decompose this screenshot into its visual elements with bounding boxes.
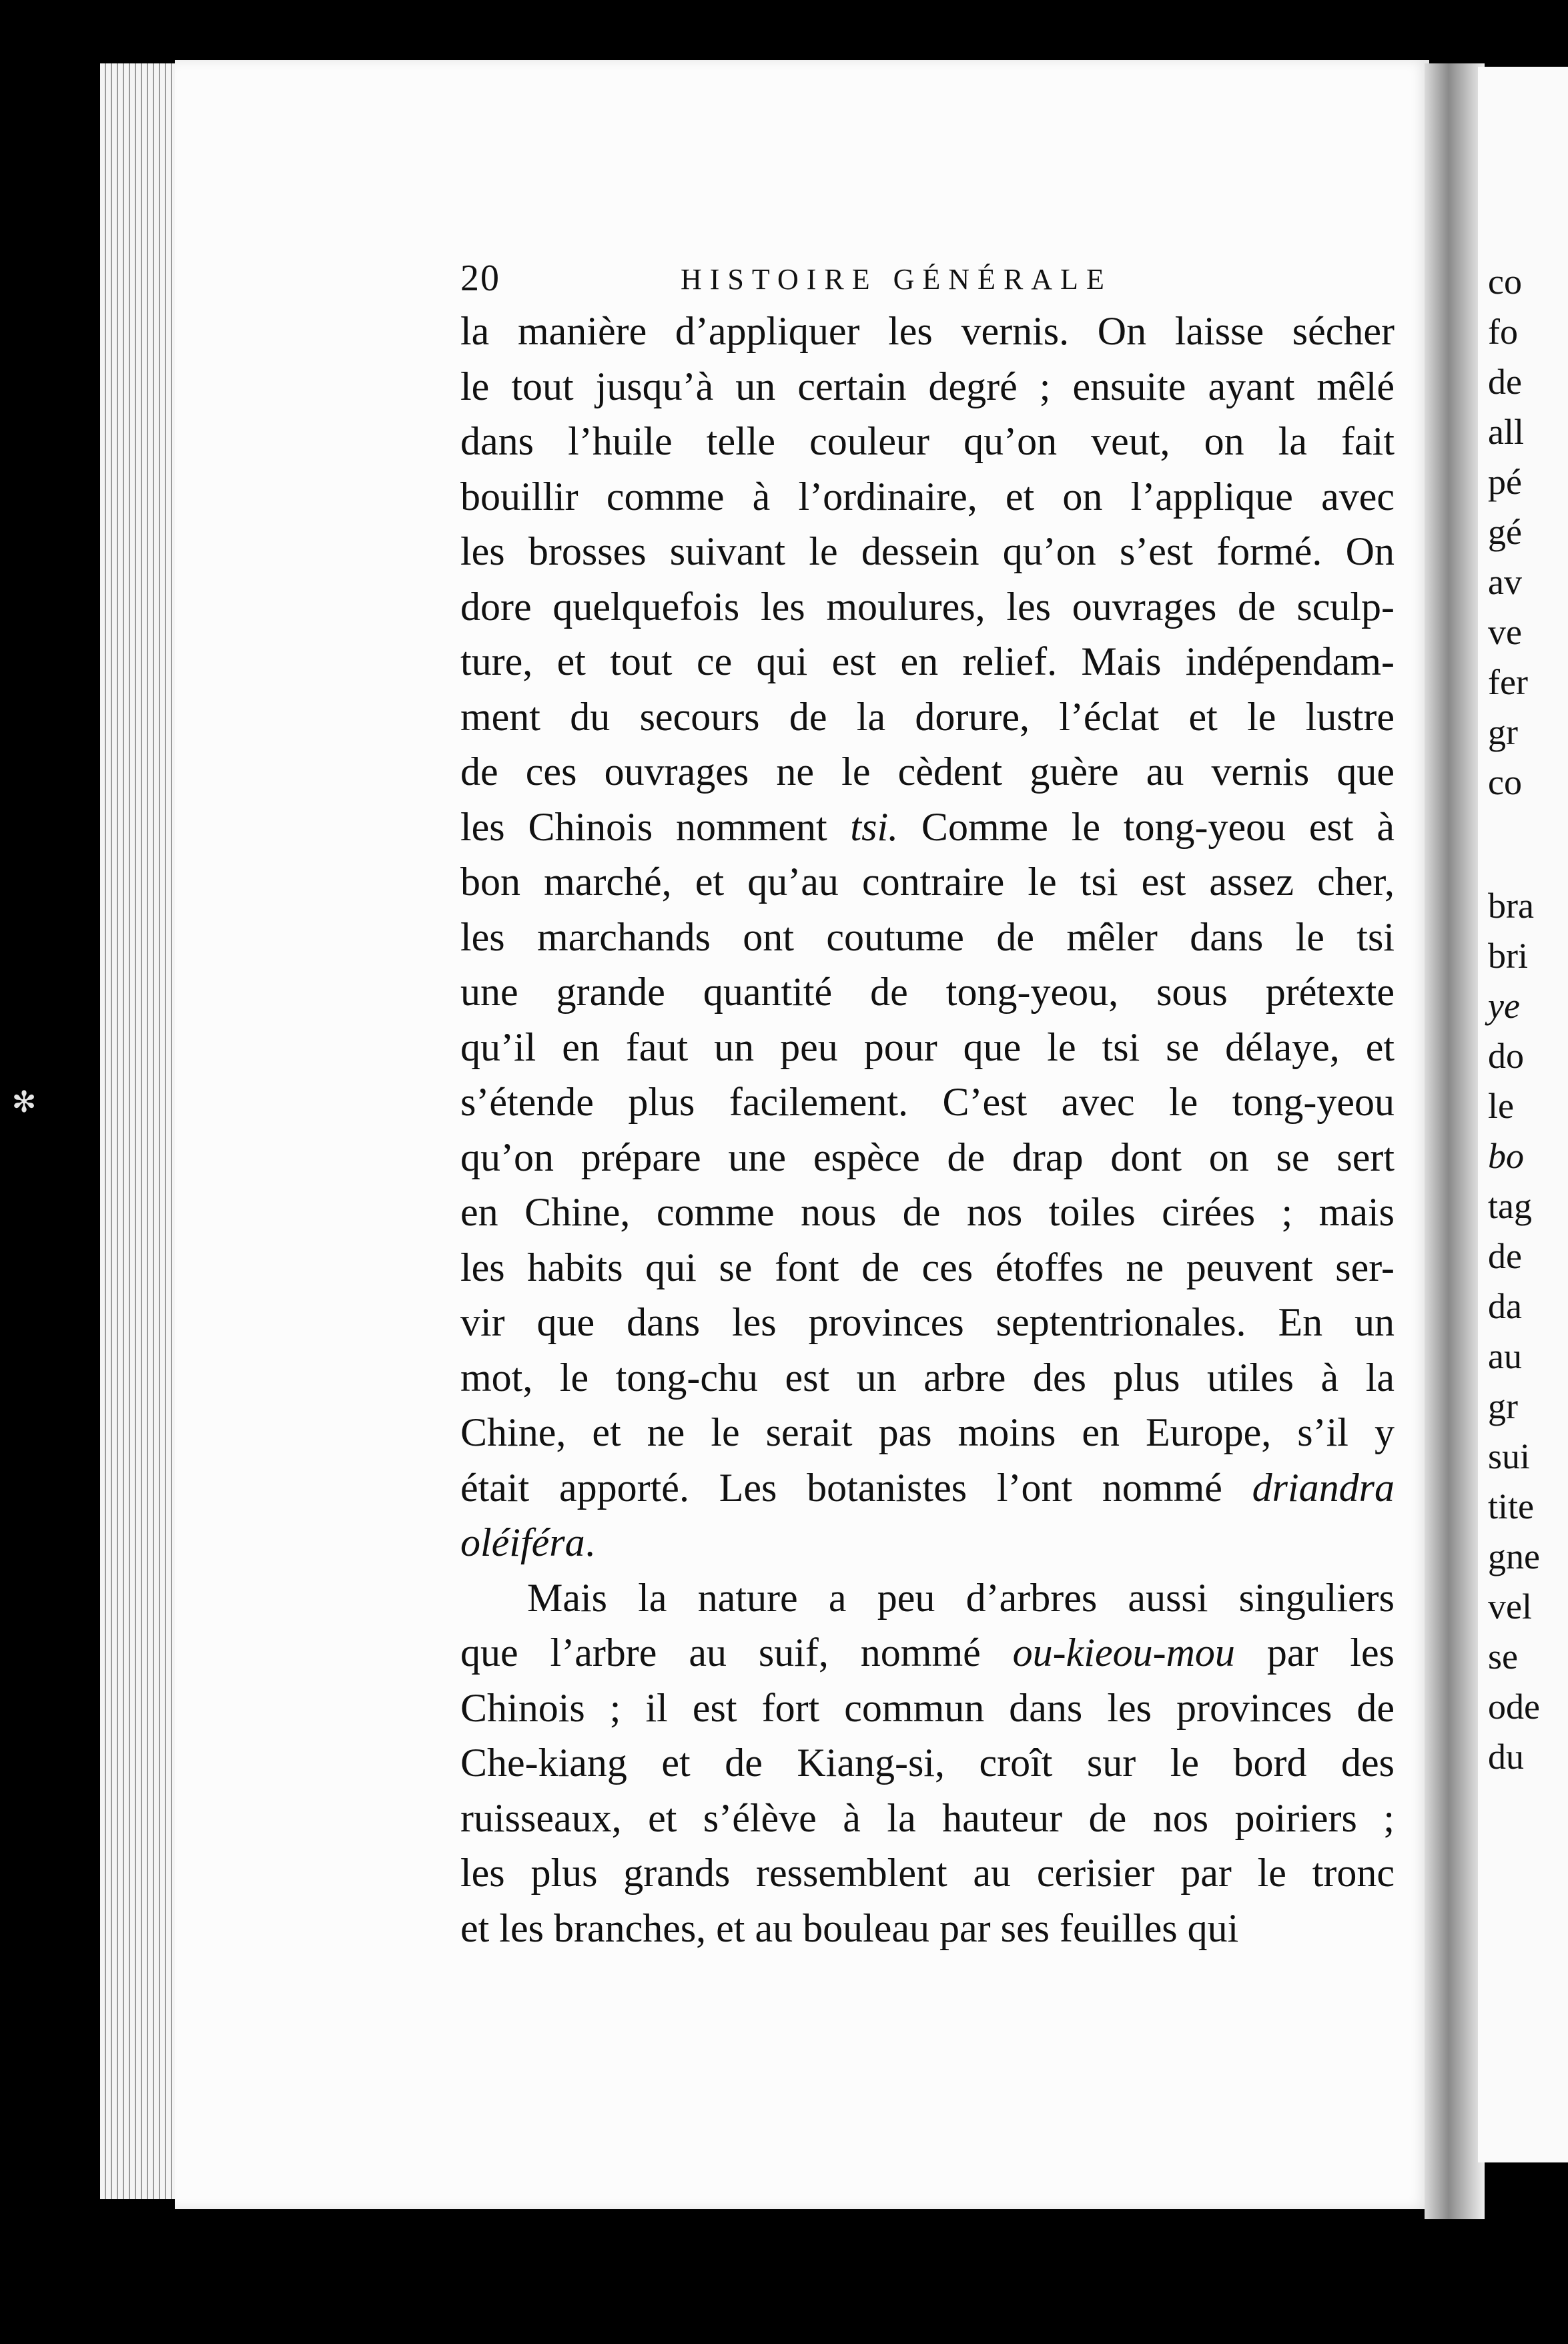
text-run: par les (1234, 1631, 1395, 1675)
facing-page-fragment: fer (1488, 662, 1528, 702)
text-line (460, 689, 1395, 745)
facing-page-fragment: tag (1488, 1186, 1532, 1226)
italic-run: driandra (1252, 1465, 1395, 1510)
text-run: qu’il en faut un peu pour que le tsi se délaye, et (460, 1024, 1395, 1069)
facing-page-fragment: bri (1488, 936, 1528, 976)
text-run: ture, et tout ce qui est en relief. Mais indépendam- (460, 639, 1395, 683)
facing-page-fragment: do (1488, 1036, 1524, 1076)
text-line (460, 1405, 1395, 1460)
facing-page-fragment: du (1488, 1737, 1524, 1777)
text-run: ment du secours de la dorure, l’éclat et le lustre (460, 694, 1395, 739)
facing-page-fragment: de (1488, 362, 1522, 402)
text-line (460, 1735, 1395, 1791)
page-edges (100, 63, 180, 2199)
italic-run: ou-kieou-mou (1012, 1631, 1235, 1675)
text-run: Comme le tong-yeou est à (898, 804, 1395, 849)
facing-page-fragment: co (1488, 762, 1522, 802)
facing-page-fragment: all (1488, 412, 1524, 452)
page-number: 20 (460, 258, 500, 299)
text-line (460, 304, 1395, 359)
text-line (460, 1075, 1395, 1130)
text-line (460, 964, 1395, 1020)
text-line (460, 359, 1395, 414)
text-line (460, 634, 1395, 689)
text-run: bon marché, et qu’au contraire le tsi est assez cher, (460, 860, 1395, 904)
text-run: . (584, 1520, 595, 1564)
facing-page-fragment: gé (1488, 512, 1522, 552)
facing-page-fragment: vel (1488, 1586, 1532, 1627)
text-run: les plus grands ressemblent au cerisier par le tronc (460, 1851, 1395, 1895)
text-run: les Chinois nomment (460, 804, 851, 849)
text-run: était apporté. Les botanistes l’ont nommé (460, 1465, 1252, 1510)
text-run: une grande quantité de tong-yeou, sous prétexte (460, 970, 1395, 1014)
text-run: les brosses suivant le dessein qu’on s’est formé. On (460, 529, 1395, 573)
text-run: les marchands ont coutume de mêler dans le tsi (460, 914, 1395, 959)
facing-page-fragment: au (1488, 1336, 1522, 1376)
text-run: la manière d’appliquer les vernis. On laisse sécher (460, 309, 1395, 353)
italic-run: oléiféra (460, 1520, 585, 1564)
text-line (460, 579, 1395, 635)
facing-page (1478, 67, 1568, 2162)
facing-page-fragment: gne (1488, 1536, 1540, 1576)
facing-page-fragment: gr (1488, 1386, 1518, 1426)
text-line (460, 1515, 1395, 1570)
text-run: le tout jusqu’à un certain degré ; ensuite ayant mêlé (460, 364, 1395, 408)
facing-page-fragment: da (1488, 1286, 1522, 1326)
text-run: que l’arbre au suif, nommé (460, 1631, 1013, 1675)
text-run: en Chine, comme nous de nos toiles cirées ; mais (460, 1190, 1395, 1234)
text-line (460, 1681, 1395, 1736)
text-run: dans l’huile telle couleur qu’on veut, on la fait (460, 419, 1395, 463)
text-run: Che-kiang et de Kiang-si, croît sur le bord des (460, 1741, 1395, 1785)
text-line (460, 744, 1395, 800)
facing-page-fragment: ode (1488, 1687, 1540, 1727)
facing-page-fragment: fo (1488, 312, 1518, 352)
text-line (460, 1625, 1395, 1681)
text-run: mot, le tong-chu est un arbre des plus utiles à la (460, 1355, 1395, 1400)
facing-page-fragment: se (1488, 1637, 1518, 1677)
running-head: HISTOIRE GÉNÉRALE (681, 263, 1112, 296)
text-line (460, 414, 1395, 469)
facing-page-fragment: gr (1488, 712, 1518, 752)
text-line (460, 1570, 1395, 1626)
book-gutter (1425, 63, 1485, 2219)
facing-page-fragment: av (1488, 562, 1522, 602)
facing-page-fragment: le (1488, 1086, 1514, 1126)
text-line (460, 1350, 1395, 1406)
facing-page-fragment: pé (1488, 462, 1522, 502)
text-line (460, 1240, 1395, 1295)
margin-ornament-icon: ✻ (11, 1086, 37, 1119)
text-run: Chine, et ne le serait pas moins en Europe, s’il y (460, 1410, 1395, 1454)
text-run: et les branches, et au bouleau par ses feuilles qui (460, 1906, 1239, 1950)
text-run: ruisseaux, et s’élève à la hauteur de nos poiriers ; (460, 1795, 1395, 1840)
text-line (460, 910, 1395, 965)
body-text (460, 304, 1395, 1956)
text-line (460, 1185, 1395, 1240)
text-line (460, 1460, 1395, 1516)
text-run: vir que dans les provinces septentrionales. En un (460, 1300, 1395, 1344)
facing-page-fragment: de (1488, 1236, 1522, 1276)
facing-page-fragment: tite (1488, 1486, 1534, 1526)
text-run: s’étende plus facilement. C’est avec le tong-yeou (460, 1080, 1395, 1124)
text-line (460, 1020, 1395, 1075)
text-line (460, 1130, 1395, 1185)
text-line (460, 800, 1395, 855)
facing-page-fragment: sui (1488, 1436, 1531, 1476)
text-run: de ces ouvrages ne le cèdent guère au vernis que (460, 750, 1395, 794)
facing-page-fragment: bo (1488, 1136, 1524, 1176)
text-line (460, 1295, 1395, 1350)
text-run: qu’on prépare une espèce de drap dont on se sert (460, 1135, 1395, 1179)
text-line (460, 469, 1395, 525)
text-line (460, 524, 1395, 579)
text-line (460, 1845, 1395, 1901)
text-run: Mais la nature a peu d’arbres aussi singuliers (527, 1575, 1395, 1620)
facing-page-fragment: co (1488, 262, 1522, 302)
facing-page-fragment: ve (1488, 612, 1522, 652)
text-line (460, 1791, 1395, 1846)
text-run: Chinois ; il est fort commun dans les provinces de (460, 1685, 1395, 1730)
text-run: bouillir comme à l’ordinaire, et on l’applique avec (460, 474, 1395, 519)
text-run: les habits qui se font de ces étoffes ne peuvent ser- (460, 1245, 1395, 1289)
text-line (460, 1901, 1395, 1956)
italic-run: tsi. (850, 804, 899, 849)
facing-page-fragment: ye (1488, 986, 1520, 1026)
text-run: dore quelquefois les moulures, les ouvrages de sculp- (460, 584, 1395, 629)
text-line (460, 854, 1395, 910)
facing-page-fragment: bra (1488, 886, 1534, 926)
